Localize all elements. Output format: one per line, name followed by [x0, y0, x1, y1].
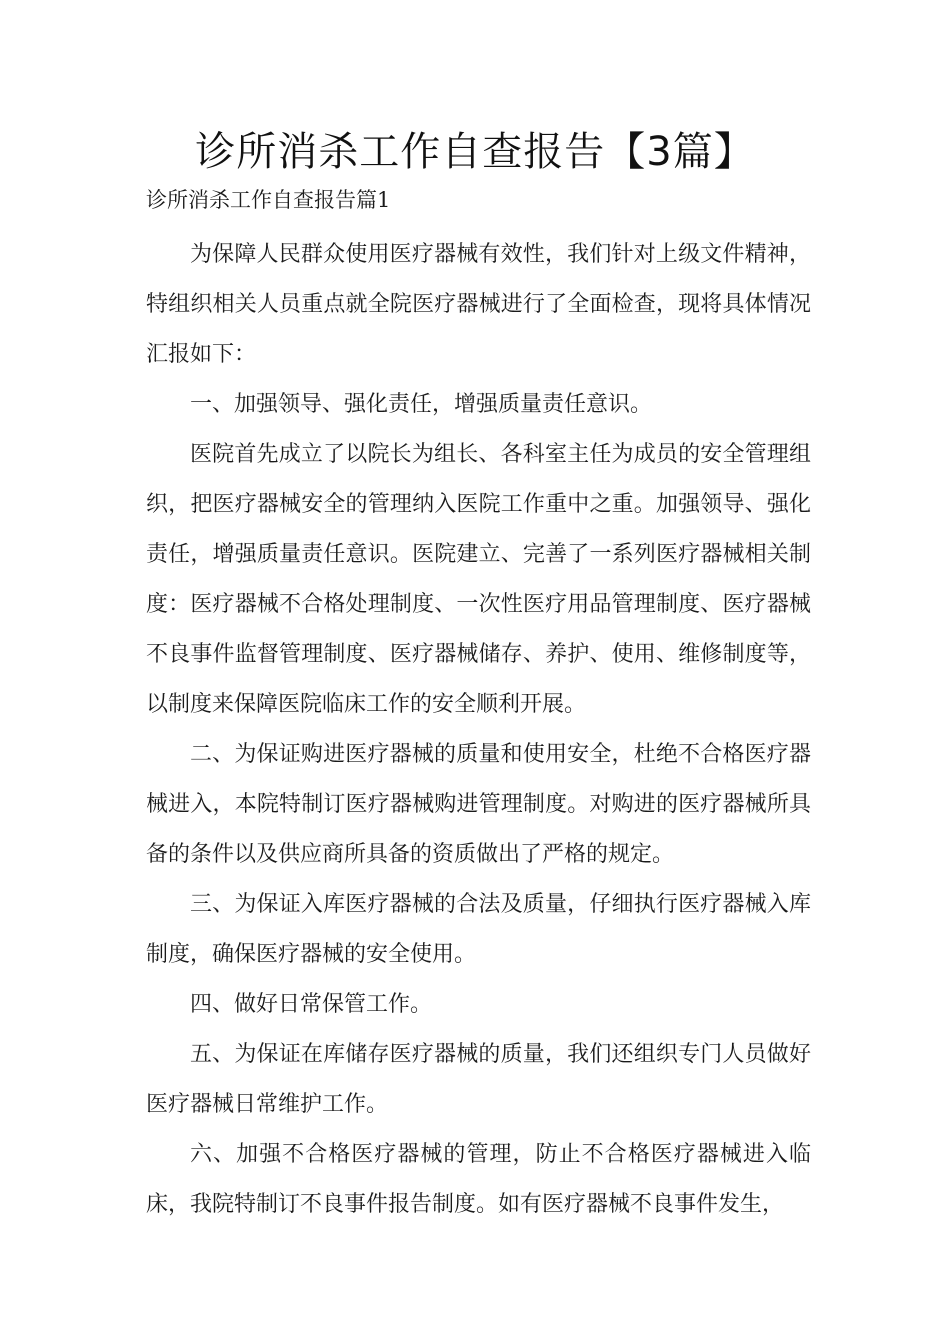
paragraph-item-4: 四、做好日常保管工作。 — [190, 992, 433, 1017]
document-title: 诊所消杀工作自查报告【3篇】 — [195, 129, 755, 175]
paragraph-intro: 为保障人民群众使用医疗器械有效性，我们针对上级文件精神，特组织相关人员重点就全院医疗器械进行了全面检查，现将具体情况汇报如下： — [146, 242, 811, 367]
paragraph-item-5: 五、为保证在库储存医疗器械的质量，我们还组织专门人员做好医疗器械日常维护工作。 — [146, 1042, 811, 1117]
paragraph-item-6: 六、加强不合格医疗器械的管理，防止不合格医疗器械进入临床，我院特制订不良事件报告制度。如有医疗器械不良事件发生， — [146, 1142, 811, 1217]
document-body — [146, 230, 811, 1230]
paragraph-item-1-detail: 医院首先成立了以院长为组长、各科室主任为成员的安全管理组织，把医疗器械安全的管理纳入医院工作重中之重。加强领导、强化责任，增强质量责任意识。医院建立、完善了一系列医疗器械相关制度：医疗器械不合格处理制度、一次性医疗用品管理制度、医疗器械不良事件监督管理制度、医疗器械储存、养护、使用、维修制度等，以制度来保障医院临床工作的安全顺利开展。 — [146, 442, 811, 717]
paragraph-item-2: 二、为保证购进医疗器械的质量和使用安全，杜绝不合格医疗器械进入，本院特制订医疗器械购进管理制度。对购进的医疗器械所具备的条件以及供应商所具备的资质做出了严格的规定。 — [146, 742, 811, 867]
section-heading: 诊所消杀工作自查报告篇1 — [146, 188, 391, 212]
paragraph-item-1: 一、加强领导、强化责任，增强质量责任意识。 — [190, 392, 653, 417]
paragraph-item-3: 三、为保证入库医疗器械的合法及质量，仔细执行医疗器械入库制度，确保医疗器械的安全使用。 — [146, 892, 811, 967]
